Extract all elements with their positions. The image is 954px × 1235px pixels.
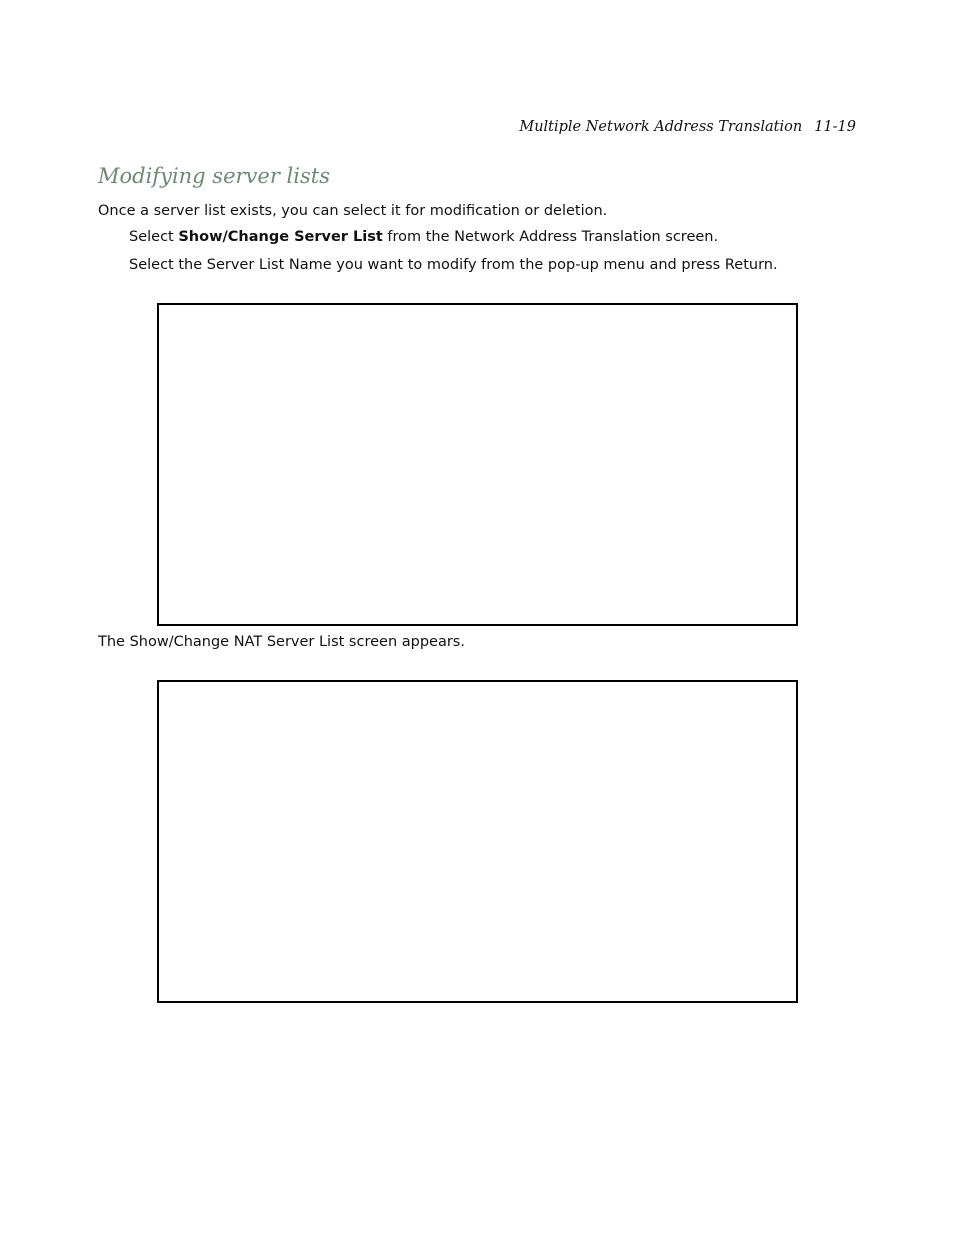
page-number: 11-19 <box>814 119 856 135</box>
section-heading: Modifying server lists <box>98 164 330 188</box>
result-paragraph: The Show/Change NAT Server List screen appears. <box>98 634 465 650</box>
intro-paragraph: Once a server list exists, you can select it for modification or deletion. <box>98 203 608 219</box>
chapter-title: Multiple Network Address Translation <box>519 119 803 135</box>
screenshot-placeholder-2 <box>157 680 798 1003</box>
step-1-menu-item: Show/Change Server List <box>178 229 383 245</box>
step-1-prefix: Select <box>129 229 179 245</box>
step-1-suffix: from the Network Address Translation screen. <box>382 229 719 245</box>
step-1 <box>129 228 718 246</box>
running-header <box>519 119 856 135</box>
step-2: Select the Server List Name you want to modify from the pop-up menu and press Return. <box>129 257 778 273</box>
screenshot-placeholder-1 <box>157 303 798 626</box>
